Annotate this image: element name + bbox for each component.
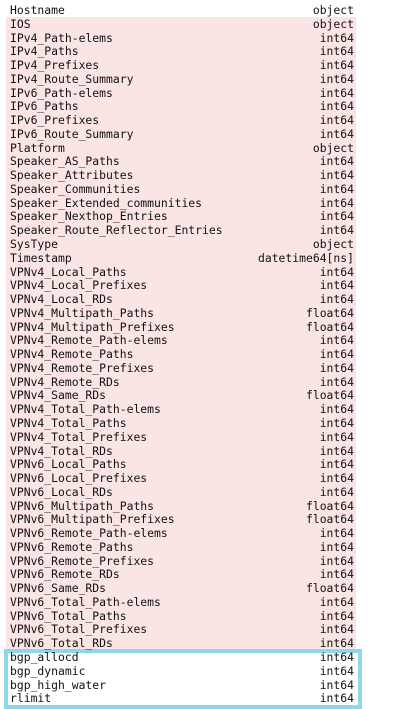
dtype-row bbox=[10, 692, 354, 706]
column-dtype: int64 bbox=[319, 636, 354, 651]
column-name: IPv4_Paths bbox=[10, 44, 79, 59]
dtype-row bbox=[10, 458, 354, 472]
dtype-row bbox=[10, 128, 354, 142]
column-name: Speaker_Communities bbox=[10, 181, 141, 196]
column-name: VPNv4_Total_Path-elems bbox=[10, 402, 161, 417]
column-dtype: int64 bbox=[319, 209, 354, 224]
column-name: VPNv4_Local_RDs bbox=[10, 292, 113, 307]
column-name: Speaker_AS_Paths bbox=[10, 154, 120, 169]
column-dtype: object bbox=[312, 3, 354, 17]
dtype-row bbox=[10, 403, 354, 417]
column-name: VPNv6_Total_Path-elems bbox=[10, 594, 161, 609]
column-dtype: int64 bbox=[319, 58, 354, 73]
column-dtype: int64 bbox=[319, 154, 354, 169]
dtype-row bbox=[10, 527, 354, 541]
column-name: VPNv6_Local_Paths bbox=[10, 457, 127, 472]
column-dtype: int64 bbox=[319, 99, 354, 114]
column-name: Speaker_Nexthop_Entries bbox=[10, 209, 168, 224]
column-dtype: int64 bbox=[319, 553, 354, 568]
column-name: VPNv6_Total_Prefixes bbox=[10, 622, 148, 637]
column-name: Speaker_Attributes bbox=[10, 168, 134, 183]
dtype-row bbox=[10, 266, 354, 280]
column-name: IPv6_Route_Summary bbox=[10, 126, 134, 141]
column-name: VPNv4_Multipath_Paths bbox=[10, 305, 155, 320]
dtype-row bbox=[10, 87, 354, 101]
column-name: VPNv6_Total_Paths bbox=[10, 608, 127, 623]
dtype-row bbox=[10, 142, 354, 156]
dtype-row bbox=[10, 224, 354, 238]
column-name: IPv4_Path-elems bbox=[10, 30, 113, 45]
column-name: VPNv4_Remote_Path-elems bbox=[10, 333, 168, 348]
column-dtype: int64 bbox=[319, 443, 354, 458]
column-dtype: int64 bbox=[319, 402, 354, 417]
dtype-list bbox=[10, 4, 354, 706]
column-dtype: int64 bbox=[319, 608, 354, 623]
column-name: IPv4_Route_Summary bbox=[10, 71, 134, 86]
column-name: IPv6_Paths bbox=[10, 99, 79, 114]
dtype-row bbox=[10, 4, 354, 18]
column-dtype: int64 bbox=[319, 44, 354, 59]
column-dtype: int64 bbox=[319, 195, 354, 210]
column-name: VPNv4_Total_RDs bbox=[10, 443, 113, 458]
column-name: bgp_allocd bbox=[10, 649, 79, 664]
dtype-row bbox=[10, 279, 354, 293]
dtype-row bbox=[10, 362, 354, 376]
column-dtype: int64 bbox=[319, 264, 354, 279]
dtype-row bbox=[10, 210, 354, 224]
dtype-row bbox=[10, 238, 354, 252]
column-name: bgp_high_water bbox=[10, 677, 107, 692]
column-dtype: object bbox=[312, 237, 354, 252]
dtype-row bbox=[10, 637, 354, 651]
column-dtype: object bbox=[312, 140, 354, 155]
dtype-row bbox=[10, 155, 354, 169]
dtype-row bbox=[10, 568, 354, 582]
dtype-row bbox=[10, 555, 354, 569]
dtype-row bbox=[10, 623, 354, 637]
column-dtype: int64 bbox=[319, 181, 354, 196]
column-name: Speaker_Extended_communities bbox=[10, 195, 203, 210]
column-name: IPv6_Path-elems bbox=[10, 85, 113, 100]
column-dtype: int64 bbox=[319, 71, 354, 86]
column-dtype: float64 bbox=[305, 388, 354, 403]
dtype-row bbox=[10, 417, 354, 431]
dtype-row bbox=[10, 651, 354, 665]
column-dtype: object bbox=[312, 16, 354, 31]
dtype-row bbox=[10, 472, 354, 486]
column-name: VPNv4_Multipath_Prefixes bbox=[10, 319, 175, 334]
dtype-row bbox=[10, 334, 354, 348]
dtype-row bbox=[10, 59, 354, 73]
dtype-row bbox=[10, 307, 354, 321]
column-name: VPNv6_Local_Prefixes bbox=[10, 471, 148, 486]
column-name: Hostname bbox=[10, 3, 65, 17]
column-dtype: int64 bbox=[319, 649, 354, 664]
column-name: VPNv6_Remote_RDs bbox=[10, 567, 120, 582]
column-dtype: int64 bbox=[319, 374, 354, 389]
dtype-row bbox=[10, 32, 354, 46]
dtype-row bbox=[10, 45, 354, 59]
dtype-row bbox=[10, 348, 354, 362]
column-dtype: int64 bbox=[319, 594, 354, 609]
column-dtype: int64 bbox=[319, 292, 354, 307]
dtype-row bbox=[10, 431, 354, 445]
dtype-row bbox=[10, 679, 354, 693]
column-dtype: int64 bbox=[319, 278, 354, 293]
dtype-row bbox=[10, 100, 354, 114]
dtype-row bbox=[10, 610, 354, 624]
dtype-row bbox=[10, 376, 354, 390]
column-name: Speaker_Route_Reflector_Entries bbox=[10, 223, 223, 238]
dtype-row bbox=[10, 252, 354, 266]
dtype-row bbox=[10, 665, 354, 679]
column-dtype: int64 bbox=[319, 457, 354, 472]
column-name: VPNv4_Total_Paths bbox=[10, 415, 127, 430]
dtype-row bbox=[10, 197, 354, 211]
column-name: VPNv4_Remote_RDs bbox=[10, 374, 120, 389]
dtype-row bbox=[10, 486, 354, 500]
column-dtype: int64 bbox=[319, 484, 354, 499]
column-dtype: float64 bbox=[305, 305, 354, 320]
column-name: VPNv6_Remote_Paths bbox=[10, 539, 134, 554]
column-dtype: float64 bbox=[305, 498, 354, 513]
column-name: VPNv4_Same_RDs bbox=[10, 388, 107, 403]
column-name: VPNv4_Remote_Prefixes bbox=[10, 360, 155, 375]
column-dtype: int64 bbox=[319, 429, 354, 444]
dtype-row bbox=[10, 293, 354, 307]
column-dtype: float64 bbox=[305, 581, 354, 596]
column-name: IPv6_Prefixes bbox=[10, 113, 100, 128]
dtype-row bbox=[10, 445, 354, 459]
column-dtype: int64 bbox=[319, 526, 354, 541]
dtypes-output bbox=[6, 0, 358, 706]
column-dtype: int64 bbox=[319, 539, 354, 554]
column-name: VPNv6_Remote_Path-elems bbox=[10, 526, 168, 541]
dtype-row bbox=[10, 183, 354, 197]
column-dtype: int64 bbox=[319, 30, 354, 45]
column-dtype: int64 bbox=[319, 691, 354, 706]
column-name: VPNv6_Multipath_Paths bbox=[10, 498, 155, 513]
dtype-row bbox=[10, 596, 354, 610]
column-name: VPNv6_Remote_Prefixes bbox=[10, 553, 155, 568]
column-name: IOS bbox=[10, 16, 31, 31]
column-dtype: int64 bbox=[319, 333, 354, 348]
dtype-row bbox=[10, 500, 354, 514]
dtype-row bbox=[10, 321, 354, 335]
column-dtype: int64 bbox=[319, 415, 354, 430]
column-dtype: int64 bbox=[319, 85, 354, 100]
column-dtype: int64 bbox=[319, 567, 354, 582]
column-dtype: int64 bbox=[319, 223, 354, 238]
column-name: VPNv4_Remote_Paths bbox=[10, 347, 134, 362]
dtype-row bbox=[10, 18, 354, 32]
column-dtype: int64 bbox=[319, 663, 354, 678]
column-dtype: int64 bbox=[319, 347, 354, 362]
dtype-row bbox=[10, 169, 354, 183]
column-dtype: int64 bbox=[319, 113, 354, 128]
column-dtype: float64 bbox=[305, 319, 354, 334]
dtype-row bbox=[10, 582, 354, 596]
column-name: SysType bbox=[10, 237, 59, 252]
column-name: VPNv6_Same_RDs bbox=[10, 581, 107, 596]
column-name: VPNv4_Local_Prefixes bbox=[10, 278, 148, 293]
dtype-row bbox=[10, 73, 354, 87]
column-name: bgp_dynamic bbox=[10, 663, 86, 678]
column-name: VPNv4_Total_Prefixes bbox=[10, 429, 148, 444]
column-name: rlimit bbox=[10, 691, 52, 706]
column-dtype: datetime64[ns] bbox=[257, 250, 354, 265]
column-dtype: int64 bbox=[319, 471, 354, 486]
dtype-row bbox=[10, 389, 354, 403]
column-name: IPv4_Prefixes bbox=[10, 58, 100, 73]
column-name: VPNv6_Total_RDs bbox=[10, 636, 113, 651]
column-name: Platform bbox=[10, 140, 65, 155]
dtype-row bbox=[10, 541, 354, 555]
column-name: VPNv6_Local_RDs bbox=[10, 484, 113, 499]
column-dtype: int64 bbox=[319, 677, 354, 692]
column-dtype: float64 bbox=[305, 512, 354, 527]
column-dtype: int64 bbox=[319, 168, 354, 183]
column-name: VPNv4_Local_Paths bbox=[10, 264, 127, 279]
column-dtype: int64 bbox=[319, 126, 354, 141]
dtype-row bbox=[10, 513, 354, 527]
column-dtype: int64 bbox=[319, 622, 354, 637]
column-dtype: int64 bbox=[319, 360, 354, 375]
column-name: VPNv6_Multipath_Prefixes bbox=[10, 512, 175, 527]
dtype-row bbox=[10, 114, 354, 128]
column-name: Timestamp bbox=[10, 250, 72, 265]
